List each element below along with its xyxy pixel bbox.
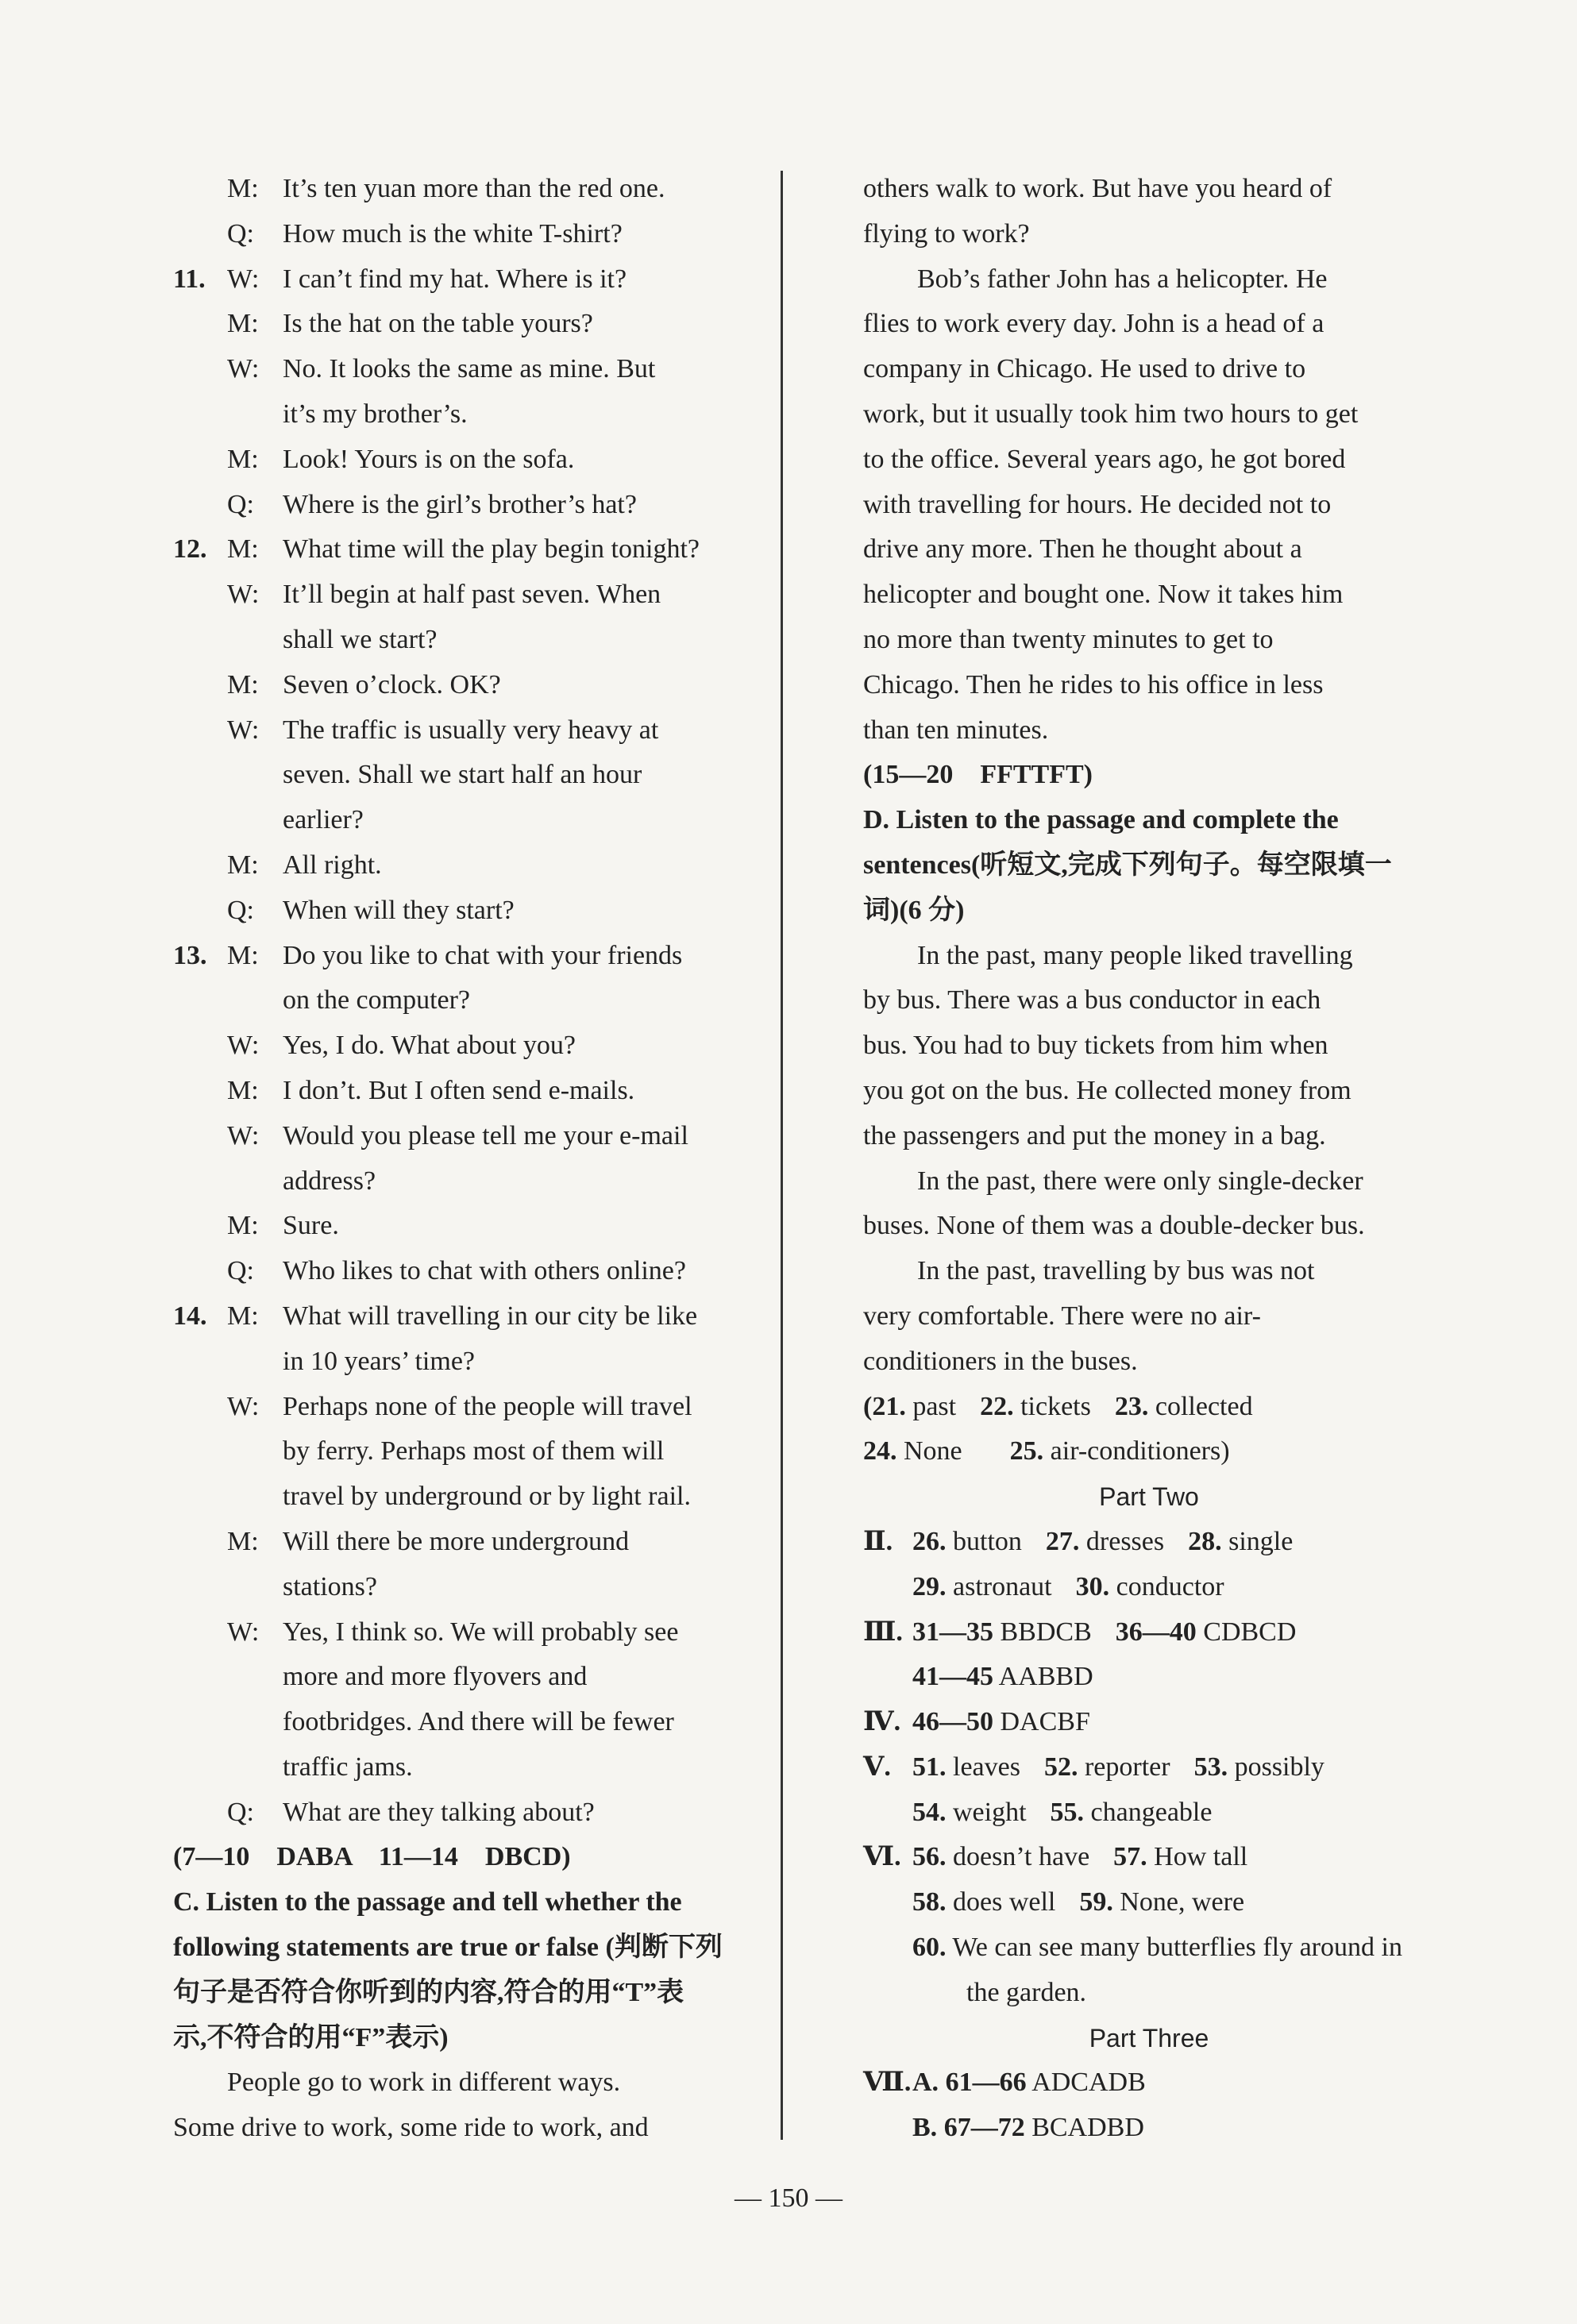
section-d-heading: sentences(听短文,完成下列句子。每空限填一 (863, 850, 1392, 880)
dialogue-line: W: Yes, I think so. We will probably see (227, 1617, 679, 1647)
dialogue-line: M: Is the hat on the table yours? (227, 309, 593, 339)
passage-line: work, but it usually took him two hours to get (863, 399, 1359, 429)
passage-line: In the past, many people liked travelling (917, 940, 1353, 970)
dialogue-line: W: It’ll begin at half past seven. When (227, 580, 661, 610)
section-6-answers: Ⅵ. 56. doesn’t have 57. How tall (863, 1842, 1248, 1872)
dialogue-line: in 10 years’ time? (283, 1346, 476, 1376)
passage-line: you got on the bus. He collected money from (863, 1075, 1351, 1105)
answers-7-14: (7—10 DABA 11—14 DBCD) (173, 1842, 571, 1872)
section-7-answers: Ⅶ.A. 61—66 ADCADB (863, 2068, 1146, 2098)
passage-line: buses. None of them was a double-decker bus. (863, 1211, 1365, 1241)
page-number: — 150 — (735, 2183, 842, 2213)
passage-line: others walk to work. But have you heard of (863, 174, 1332, 203)
dialogue-line: M: It’s ten yuan more than the red one. (227, 174, 665, 203)
dialogue-line: Q: Where is the girl’s brother’s hat? (227, 489, 637, 519)
section-c-heading: following statements are true or false (判断下列 (173, 1933, 723, 1963)
dialogue-line: W: Would you please tell me your e-mail (227, 1120, 688, 1150)
dialogue-line: stations? (283, 1571, 377, 1601)
dialogue-line: more and more flyovers and (283, 1662, 588, 1692)
section-7-answers: B. 67—72 BCADBD (912, 2113, 1144, 2143)
section-2-answers: Ⅱ. 26. button 27. dresses 28. single (863, 1526, 1294, 1556)
passage-line: very comfortable. There were no air- (863, 1301, 1261, 1331)
right-column (863, 167, 1435, 2151)
dialogue-line: Q: What are they talking about? (227, 1797, 595, 1827)
passage-line: People go to work in different ways. (227, 2068, 621, 2098)
dialogue-line: Q: When will they start? (227, 895, 515, 925)
part-three-heading: Part Three (1089, 2023, 1209, 2052)
question-14: 14. M: What will travelling in our city be like (173, 1301, 698, 1331)
dialogue-line: on the computer? (283, 985, 471, 1016)
dialogue-line: traffic jams. (283, 1752, 413, 1782)
answers-21-23: (21. past 22. tickets 23. collected (863, 1391, 1253, 1421)
column-divider (781, 171, 783, 2140)
dialogue-line: W: No. It looks the same as mine. But (227, 354, 656, 384)
section-2-answers: 29. astronaut 30. conductor (912, 1571, 1224, 1601)
section-3-answers: Ⅲ. 31—35 BBDCB 36—40 CDBCD (863, 1617, 1297, 1647)
section-3-answers: 41—45 AABBD (912, 1662, 1093, 1692)
dialogue-line: M: Look! Yours is on the sofa. (227, 444, 575, 474)
section-c-heading: C. Listen to the passage and tell whether the (173, 1887, 682, 1917)
dialogue-line: it’s my brother’s. (283, 399, 468, 429)
section-6-answers: 58. does well 59. None, were (912, 1887, 1245, 1917)
passage-line: conditioners in the buses. (863, 1346, 1138, 1376)
dialogue-line: address? (283, 1166, 376, 1196)
passage-line: than ten minutes. (863, 715, 1049, 745)
section-6-answers: 60. We can see many butterflies fly around in (912, 1933, 1402, 1963)
answers-24-25: 24. None 25. air-conditioners) (863, 1436, 1230, 1466)
passage-line: by bus. There was a bus conductor in each (863, 985, 1321, 1016)
dialogue-line: shall we start? (283, 624, 438, 654)
passage-line: flies to work every day. John is a head of a (863, 309, 1324, 339)
passage-line: the passengers and put the money in a bag. (863, 1120, 1326, 1150)
section-c-heading: 示,不符合的用“F”表示) (173, 2022, 449, 2052)
dialogue-line: earlier? (283, 805, 364, 835)
passage-line: bus. You had to buy tickets from him when (863, 1031, 1328, 1061)
section-6-answers: the garden. (966, 1977, 1087, 2007)
dialogue-line: Q: Who likes to chat with others online? (227, 1256, 686, 1286)
passage-line: In the past, travelling by bus was not (917, 1256, 1315, 1286)
dialogue-line: W: Yes, I do. What about you? (227, 1031, 576, 1061)
dialogue-line: by ferry. Perhaps most of them will (283, 1436, 665, 1466)
question-13: 13. M: Do you like to chat with your friends (173, 940, 683, 970)
section-d-heading: D. Listen to the passage and complete the (863, 805, 1339, 835)
section-d-heading: 词)(6 分) (863, 895, 965, 925)
section-c-heading: 句子是否符合你听到的内容,符合的用“T”表 (173, 1977, 684, 2007)
section-5-answers: Ⅴ. 51. leaves 52. reporter 53. possibly (863, 1752, 1324, 1782)
passage-line: with travelling for hours. He decided not to (863, 489, 1332, 519)
dialogue-line: M: Sure. (227, 1211, 339, 1241)
dialogue-line: M: Seven o’clock. OK? (227, 669, 501, 700)
dialogue-line: travel by underground or by light rail. (283, 1482, 691, 1512)
passage-line: Some drive to work, some ride to work, and (173, 2113, 649, 2143)
passage-line: In the past, there were only single-decker (917, 1166, 1363, 1196)
dialogue-line: W: The traffic is usually very heavy at (227, 715, 659, 745)
passage-line: helicopter and bought one. Now it takes him (863, 580, 1344, 610)
passage-line: drive any more. Then he thought about a (863, 534, 1302, 565)
passage-line: flying to work? (863, 218, 1030, 249)
dialogue-line: M: Will there be more underground (227, 1526, 630, 1556)
dialogue-line: W: Perhaps none of the people will travel (227, 1391, 692, 1421)
dialogue-line: M: I don’t. But I often send e-mails. (227, 1075, 635, 1105)
dialogue-line: seven. Shall we start half an hour (283, 760, 642, 790)
left-column (173, 167, 743, 2151)
passage-line: Chicago. Then he rides to his office in less (863, 669, 1324, 700)
passage-line: company in Chicago. He used to drive to (863, 354, 1306, 384)
question-11: 11. W: I can’t find my hat. Where is it? (173, 264, 627, 294)
answers-15-20: (15—20 FFTTFT) (863, 760, 1093, 790)
dialogue-line: M: All right. (227, 850, 382, 880)
dialogue-line: Q: How much is the white T-shirt? (227, 218, 623, 249)
question-12: 12. M: What time will the play begin tonight? (173, 534, 700, 565)
passage-line: Bob’s father John has a helicopter. He (917, 264, 1328, 294)
section-4-answers: Ⅳ. 46—50 DACBF (863, 1707, 1090, 1737)
passage-line: no more than twenty minutes to get to (863, 624, 1274, 654)
passage-line: to the office. Several years ago, he got bored (863, 444, 1346, 474)
dialogue-line: footbridges. And there will be fewer (283, 1707, 674, 1737)
part-two-heading: Part Two (1099, 1482, 1199, 1512)
section-5-answers: 54. weight 55. changeable (912, 1797, 1213, 1827)
